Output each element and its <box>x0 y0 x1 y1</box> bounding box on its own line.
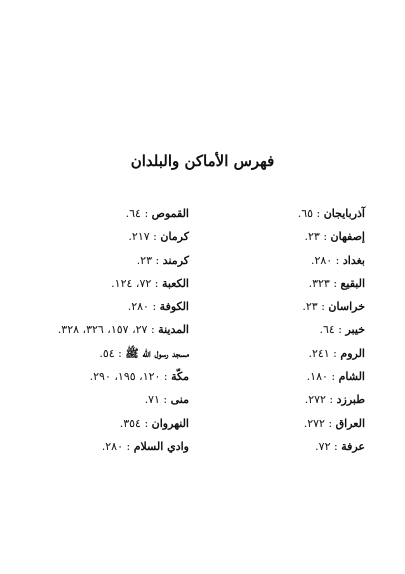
place-name: منى <box>170 393 189 407</box>
place-name: آذربايجان <box>323 207 365 220</box>
page-refs: : ٣٥٤. <box>119 416 149 430</box>
index-entry <box>225 276 365 299</box>
page-refs: : ٢٣. <box>136 253 160 267</box>
index-entry <box>39 416 189 439</box>
index-entry <box>225 299 365 322</box>
page-refs: : ٧٢. <box>315 439 338 453</box>
index-entry <box>39 392 189 415</box>
place-name: بغداد <box>342 253 365 267</box>
page-refs: : ٦٤. <box>319 323 342 337</box>
page-refs: : ٢٧٢. <box>304 393 334 407</box>
page-refs: : ٢٨٠. <box>101 439 131 453</box>
index-entry <box>39 346 189 369</box>
page-refs: : ٢٧٢. <box>303 416 333 430</box>
place-name: المدينة <box>158 323 189 337</box>
page-refs: : ٢٨٠. <box>310 253 340 267</box>
index-entry <box>39 253 189 276</box>
place-name: مكّة <box>171 370 189 384</box>
index-entry <box>225 369 365 392</box>
place-name: العراق <box>335 416 365 430</box>
index-entry <box>225 392 365 415</box>
page-refs: : ٢٣. <box>304 230 328 244</box>
place-name: الكوفة <box>159 300 189 314</box>
place-name: النهروان <box>151 416 189 430</box>
index-entry <box>225 439 365 462</box>
index-entry <box>225 416 365 439</box>
page-refs: : ٢١٧. <box>128 230 157 244</box>
place-name: الكعبة <box>161 276 189 290</box>
index-entry <box>39 276 189 299</box>
place-name: إصفهان <box>330 230 365 244</box>
index-entry <box>39 322 189 345</box>
place-name: مسجد رسول الله ﷺ <box>125 346 189 360</box>
place-name: القموص <box>151 207 189 220</box>
index-entry <box>39 206 189 229</box>
page-refs: : ٢٧، ١٥٧، ٣٢٦، ٣٢٨. <box>57 323 155 337</box>
index-column-left <box>39 206 189 462</box>
page-refs: : ٧٢، ١٢٤. <box>111 276 159 290</box>
place-name: خيبر <box>345 323 365 337</box>
page-refs: : ١٢٠، ١٩٥، ٢٩٠. <box>89 370 168 384</box>
index-entry <box>225 346 365 369</box>
page-refs: : ٢٨٠. <box>127 300 157 314</box>
page-refs: : ٦٥. <box>297 207 321 220</box>
index-entry <box>39 439 189 462</box>
place-name: خراسان <box>328 300 365 314</box>
place-name: الشام <box>338 370 365 384</box>
page-title: فهرس الأماكن والبلدان <box>130 152 275 170</box>
index-entry <box>39 369 189 392</box>
page-refs: : ٦٤. <box>125 207 149 220</box>
page-refs: : ٢٤١. <box>308 346 337 360</box>
place-name: البقيع <box>340 276 365 290</box>
place-name: الروم <box>340 346 365 360</box>
index-entry <box>225 253 365 276</box>
place-name: طبرزد <box>336 393 365 407</box>
place-name: كرمند <box>162 253 189 267</box>
index-entry <box>225 322 365 345</box>
index-entry <box>225 206 365 229</box>
page-refs: : ٧١. <box>144 393 168 407</box>
page-refs: : ٥٤. <box>99 346 122 360</box>
place-name: وادي السلام <box>133 439 189 453</box>
index-column-right <box>225 206 365 462</box>
index-entry <box>39 299 189 322</box>
page-refs: : ١٨٠. <box>306 370 336 384</box>
place-name: كرمان <box>160 230 189 244</box>
page-refs: : ٢٣. <box>302 300 325 314</box>
index-entry <box>39 229 189 252</box>
page-refs: : ٣٢٣. <box>308 276 338 290</box>
index-entry <box>225 229 365 252</box>
place-name: عرفة <box>341 439 365 453</box>
